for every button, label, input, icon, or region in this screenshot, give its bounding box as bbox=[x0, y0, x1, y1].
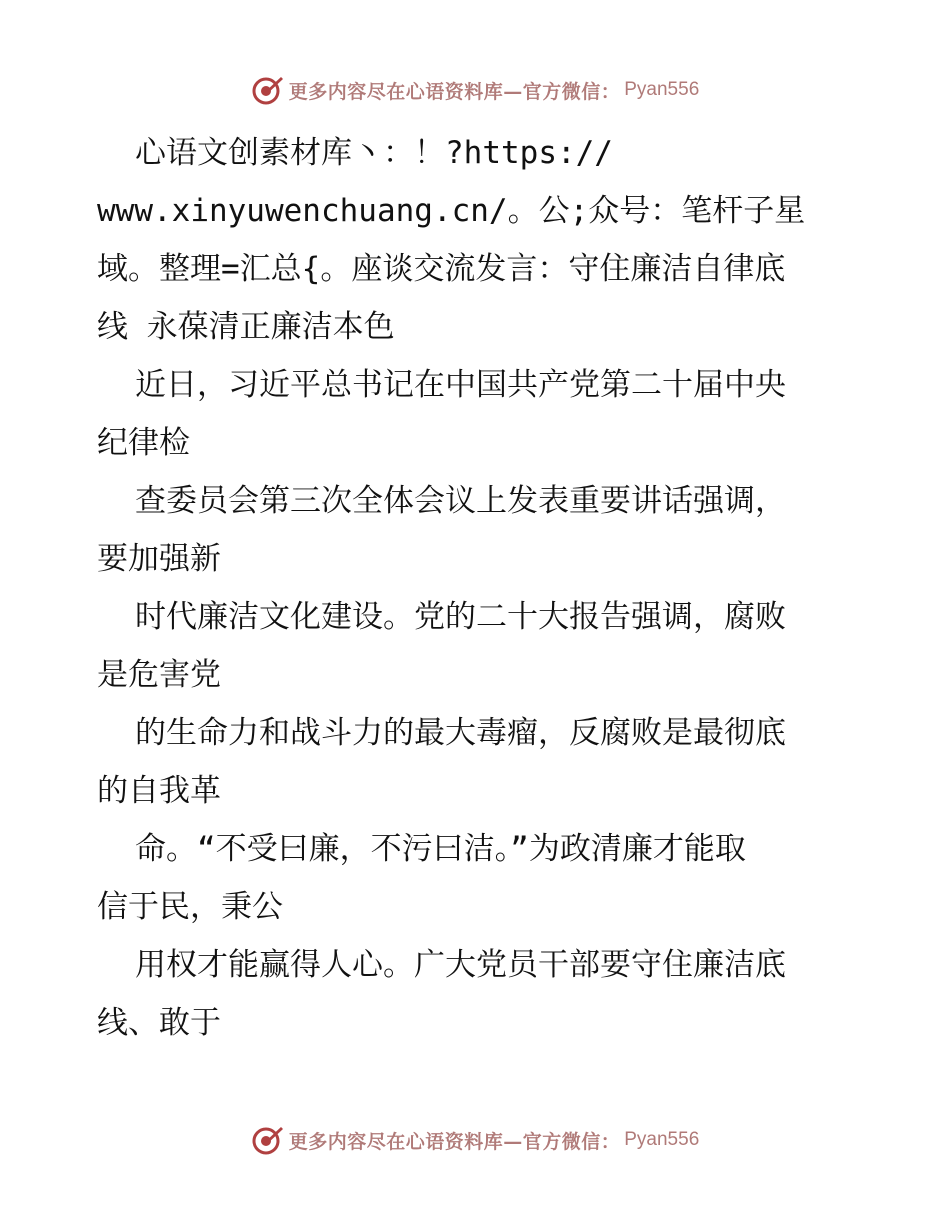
body-line: 纪律检 bbox=[97, 425, 190, 461]
body-line: 域。整理=汇总{。座谈交流发言：守住廉洁自律底 bbox=[97, 251, 786, 287]
body-line: 近日，习近平总书记在中国共产党第二十届中央 bbox=[135, 367, 786, 403]
body-line: 命。“不受曰廉，不污曰洁。”为政清廉才能取 bbox=[135, 831, 746, 867]
header-banner-text: 更多内容尽在心语资料库—官方微信： bbox=[288, 80, 621, 103]
body-line: 用权才能赢得人心。广大党员干部要守住廉洁底 bbox=[135, 947, 786, 983]
body-line: 的自我革 bbox=[97, 773, 221, 809]
body-line: 信于民，秉公 bbox=[97, 889, 283, 925]
footer-banner bbox=[0, 1120, 950, 1160]
body-line: 是危害党 bbox=[97, 657, 221, 693]
body-line: www.xinyuwenchuang.cn/。公;众号：笔杆子星 bbox=[97, 193, 806, 229]
footer-wechat-id: Pyan556 bbox=[624, 1129, 700, 1150]
body-line: 要加强新 bbox=[97, 541, 221, 577]
body-line: 心语文创素材库丶：！?https:// bbox=[135, 135, 613, 171]
header-wechat-id: Pyan556 bbox=[624, 79, 700, 100]
document-body bbox=[97, 124, 857, 1052]
footer-banner-content bbox=[251, 1123, 700, 1157]
pen-logo-icon bbox=[251, 73, 285, 107]
header-banner-content bbox=[251, 73, 700, 107]
body-line: 时代廉洁文化建设。党的二十大报告强调，腐败 bbox=[135, 599, 786, 635]
header-banner bbox=[0, 70, 950, 110]
footer-banner-text: 更多内容尽在心语资料库—官方微信： bbox=[288, 1130, 621, 1153]
pen-logo-icon bbox=[251, 1123, 285, 1157]
body-line: 查委员会第三次全体会议上发表重要讲话强调， bbox=[135, 483, 786, 519]
body-line: 线 永葆清正廉洁本色 bbox=[97, 309, 395, 345]
body-line: 线、敢于 bbox=[97, 1005, 221, 1041]
body-line: 的生命力和战斗力的最大毒瘤，反腐败是最彻底 bbox=[135, 715, 786, 751]
